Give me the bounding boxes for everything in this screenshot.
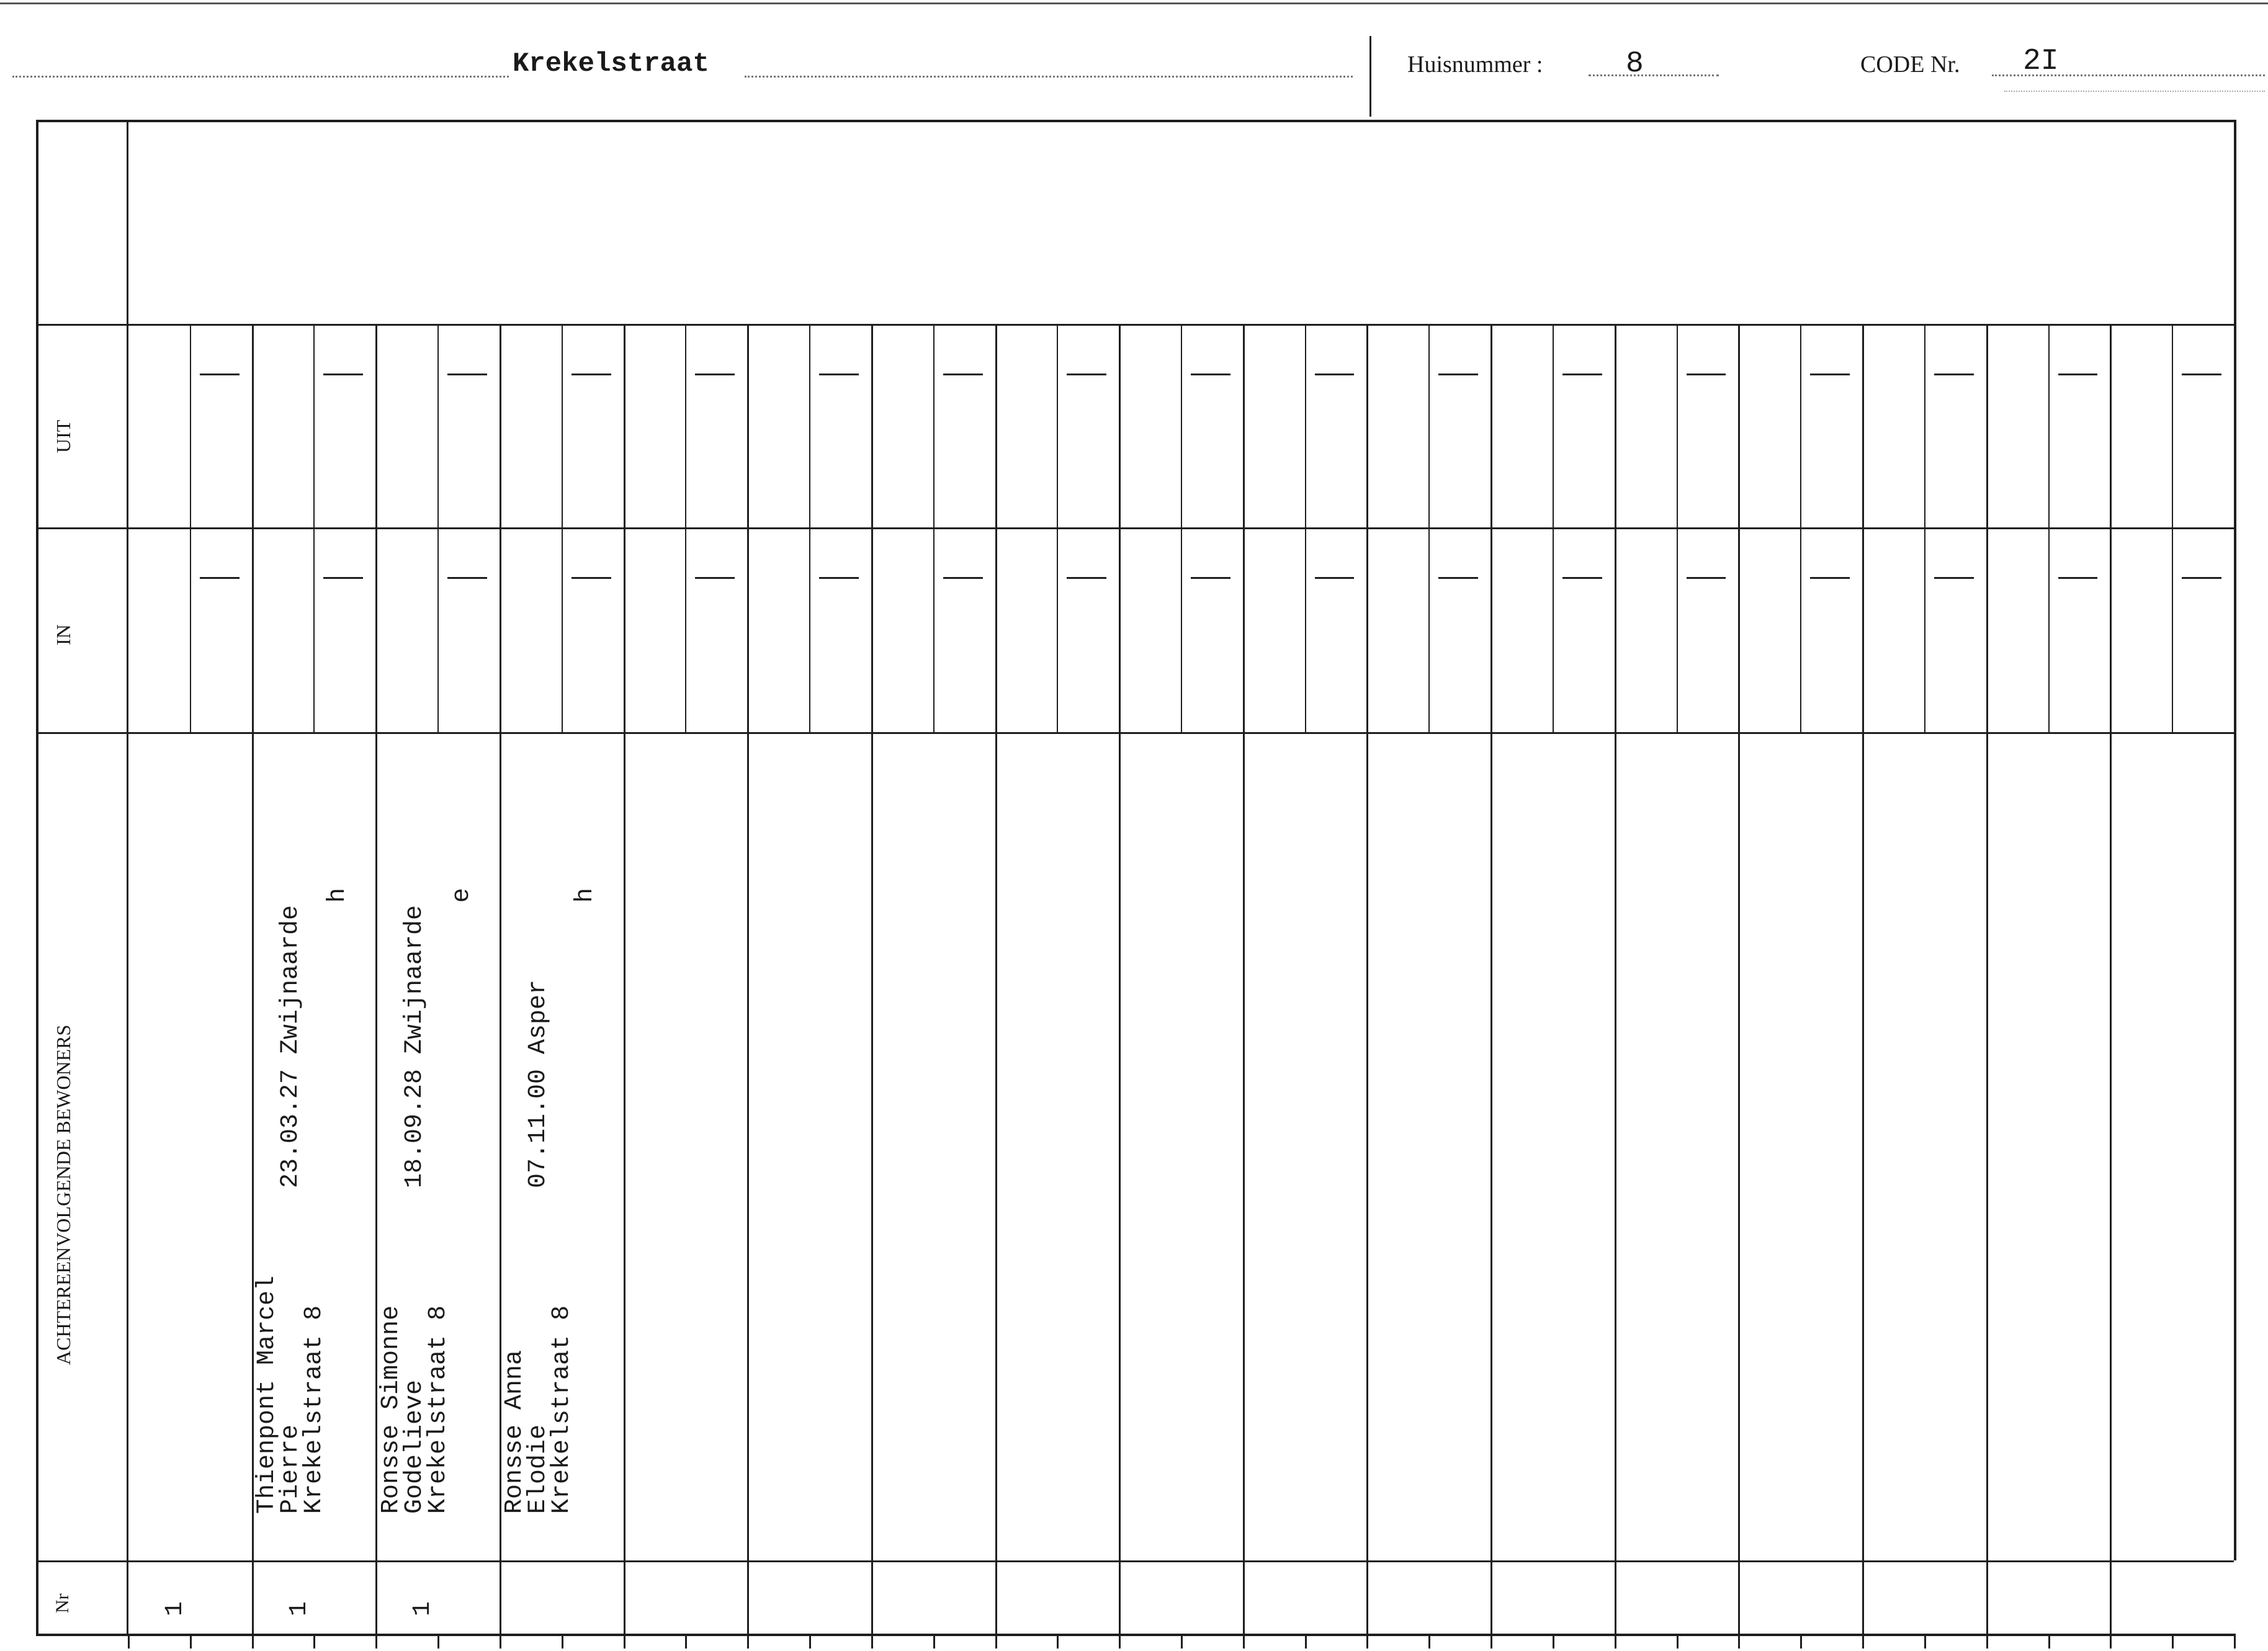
uit-dash <box>1315 374 1355 375</box>
bottom-tick <box>252 1634 254 1649</box>
uit-dash <box>2058 374 2098 375</box>
column-subdivider <box>1677 324 1678 732</box>
top-border <box>0 2 2268 4</box>
resident-line: Pierre <box>277 1424 305 1514</box>
bottom-tick <box>1057 1634 1059 1649</box>
code-dotted-line <box>1992 74 2265 76</box>
bottom-tick <box>1615 1634 1616 1649</box>
in-label: IN <box>52 624 74 645</box>
resident-line: Godelieve <box>400 1379 429 1514</box>
column-subdivider <box>1181 324 1182 732</box>
label-row-separator-uit <box>36 324 128 326</box>
resident-nr: 1 <box>409 1601 437 1616</box>
bottom-tick <box>624 1634 625 1649</box>
in-dash <box>1934 577 1974 579</box>
column-subdivider <box>1553 324 1554 732</box>
bottom-tick <box>1800 1634 1802 1649</box>
resident-sex: h <box>324 887 352 903</box>
bottom-tick <box>747 1634 749 1649</box>
bottom-tick <box>500 1634 501 1649</box>
uit-dash <box>1562 374 1602 375</box>
column-subdivider <box>1057 324 1058 732</box>
column-subdivider <box>437 324 439 732</box>
bottom-tick <box>1553 1634 1554 1649</box>
bottom-tick <box>2172 1634 2174 1649</box>
row-separator-residents <box>36 732 2234 734</box>
uit-dash <box>571 374 611 375</box>
house-number-label: Huisnummer : <box>1407 51 1543 78</box>
column-subdivider <box>2172 324 2173 732</box>
in-dash <box>1438 577 1478 579</box>
column-subdivider <box>1800 324 1801 732</box>
bottom-tick <box>1862 1634 1864 1649</box>
nr-label: Nr <box>52 1593 73 1613</box>
in-dash <box>1810 577 1850 579</box>
grid-top-border <box>36 120 2234 122</box>
uit-dash <box>1191 374 1230 375</box>
bottom-tick <box>1243 1634 1245 1649</box>
bottom-tick <box>995 1634 997 1649</box>
in-dash <box>695 577 735 579</box>
resident-line: Krekelstraat 8 <box>300 1305 328 1514</box>
in-dash <box>447 577 487 579</box>
in-dash <box>1315 577 1355 579</box>
resident-birth: 07.11.00 Asper <box>524 979 553 1188</box>
residents-label: ACHTEREENVOLGENDE BEWONERS <box>52 1024 74 1365</box>
in-dash <box>571 577 611 579</box>
code-label: CODE Nr. <box>1860 51 1960 78</box>
resident-line: Thienpont Marcel <box>253 1275 281 1514</box>
header-separator <box>1369 36 1371 117</box>
bottom-tick <box>1119 1634 1121 1649</box>
uit-dash <box>1687 374 1726 375</box>
column-subdivider <box>1305 324 1306 732</box>
column-subdivider <box>1924 324 1925 732</box>
bottom-tick <box>809 1634 811 1649</box>
uit-dash <box>1438 374 1478 375</box>
in-dash <box>1067 577 1106 579</box>
column-subdivider <box>313 324 315 732</box>
column-separator <box>1738 324 1740 1634</box>
uit-label: UIT <box>52 419 74 453</box>
bottom-tick <box>1986 1634 1988 1649</box>
bottom-tick <box>2048 1634 2050 1649</box>
form-header <box>0 0 2268 118</box>
uit-dash <box>2182 374 2221 375</box>
grid-bottom-border <box>36 1634 2234 1636</box>
uit-dash <box>323 374 363 375</box>
column-separator <box>1986 324 1988 1634</box>
bottom-tick <box>375 1634 377 1649</box>
bottom-tick <box>1490 1634 1492 1649</box>
resident-line: Ronsse Anna <box>501 1349 529 1514</box>
column-separator <box>1243 324 1245 1634</box>
grid-right-border <box>2234 120 2236 1560</box>
bottom-tick <box>2110 1634 2112 1649</box>
in-dash <box>2058 577 2098 579</box>
column-subdivider <box>685 324 686 732</box>
resident-nr: 1 <box>285 1601 313 1616</box>
bottom-tick <box>933 1634 935 1649</box>
resident-sex: e <box>447 887 476 903</box>
in-dash <box>819 577 859 579</box>
resident-birth: 23.03.27 Zwijnaarde <box>277 905 305 1188</box>
bottom-tick <box>685 1634 687 1649</box>
column-separator <box>1862 324 1864 1634</box>
resident-birth: 18.09.28 Zwijnaarde <box>400 905 429 1188</box>
in-dash <box>323 577 363 579</box>
column-separator <box>871 324 873 1634</box>
bottom-tick <box>1428 1634 1430 1649</box>
uit-dash <box>943 374 983 375</box>
resident-line: Elodie <box>524 1424 553 1514</box>
column-subdivider <box>1428 324 1430 732</box>
column-separator <box>2110 324 2112 1634</box>
resident-sex: h <box>571 887 600 903</box>
house-number-dotted-line <box>1589 74 1719 76</box>
resident-line: Krekelstraat 8 <box>424 1305 452 1514</box>
bottom-tick <box>562 1634 563 1649</box>
column-separator <box>1615 324 1616 1634</box>
house-number-value: 8 <box>1626 47 1644 81</box>
row-separator-in <box>36 527 2234 529</box>
column-separator <box>624 324 625 1634</box>
code-value: 2I <box>2023 45 2059 78</box>
row-separator-nr <box>36 1560 2234 1562</box>
in-dash <box>2182 577 2221 579</box>
bottom-tick <box>1305 1634 1307 1649</box>
bottom-tick <box>1924 1634 1926 1649</box>
uit-dash <box>695 374 735 375</box>
column-subdivider <box>933 324 935 732</box>
resident-line: Ronsse Simonne <box>377 1305 405 1514</box>
in-dash <box>1687 577 1726 579</box>
street-dotted-line-left <box>12 76 509 78</box>
in-dash <box>943 577 983 579</box>
in-dash <box>200 577 240 579</box>
column-subdivider <box>190 324 191 732</box>
label-column-separator <box>127 120 128 1634</box>
uit-dash <box>447 374 487 375</box>
bottom-tick <box>1738 1634 1740 1649</box>
uit-dash <box>200 374 240 375</box>
column-subdivider <box>809 324 810 732</box>
uit-dash <box>1067 374 1106 375</box>
resident-line: Krekelstraat 8 <box>548 1305 576 1514</box>
bottom-tick <box>190 1634 192 1649</box>
code-dotted-line-2 <box>2004 91 2265 92</box>
uit-dash <box>819 374 859 375</box>
in-dash <box>1562 577 1602 579</box>
resident-nr: 1 <box>161 1601 189 1616</box>
grid-left-border <box>36 120 38 1634</box>
bottom-tick <box>128 1634 130 1649</box>
street-dotted-line-right <box>745 76 1353 78</box>
bottom-tick <box>1181 1634 1183 1649</box>
bottom-tick <box>2234 1634 2236 1649</box>
uit-dash <box>1934 374 1974 375</box>
column-subdivider <box>562 324 563 732</box>
column-separator <box>747 324 749 1634</box>
in-dash <box>1191 577 1230 579</box>
column-subdivider <box>2048 324 2050 732</box>
bottom-tick <box>313 1634 315 1649</box>
street-name: Krekelstraat <box>513 48 709 79</box>
uit-dash <box>1810 374 1850 375</box>
bottom-tick <box>1366 1634 1368 1649</box>
column-separator <box>1490 324 1492 1634</box>
column-separator <box>995 324 997 1634</box>
bottom-tick <box>1677 1634 1679 1649</box>
bottom-tick <box>437 1634 439 1649</box>
column-separator <box>1366 324 1368 1634</box>
bottom-tick <box>871 1634 873 1649</box>
column-separator <box>1119 324 1121 1634</box>
